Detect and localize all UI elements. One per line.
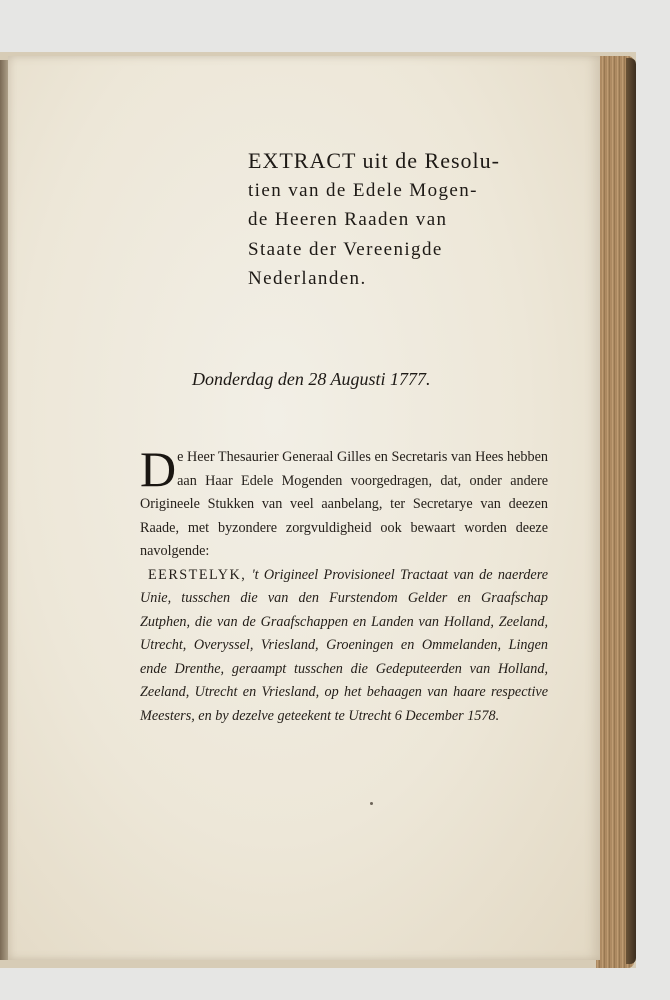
title-line-3: de Heeren Raaden van xyxy=(248,209,448,230)
item-1 xyxy=(140,564,548,729)
document-title xyxy=(248,146,568,294)
item-lead: EERSTELYK, xyxy=(148,566,247,583)
title-line-5: Nederlanden. xyxy=(248,268,367,289)
title-line-4: Staate der Vereenigde xyxy=(248,238,443,260)
dateline: Donderdag den 28 Augusti 1777. xyxy=(192,369,431,389)
body-text xyxy=(140,441,548,728)
book-cover-edge xyxy=(626,58,636,964)
title-line-2: tien van de Edele Mogen- xyxy=(248,179,478,201)
ink-mark xyxy=(370,802,373,805)
drop-cap: D xyxy=(140,441,177,497)
paragraph-1 xyxy=(140,441,548,564)
paragraph-1-text: e Heer Thesaurier Generaal Gilles en Secretaris van Hees hebben aan Haar Edele Mogenden voorgedragen, dat, onder andere Origineele Stukken van veel aanbelang, ter Secretarye van deezen Raade, met byzondere zorgvuldigheid ook bewaart worden deeze navolgende: xyxy=(140,449,548,559)
item-text: 't Origineel Provisioneel Tractaat van de naerdere Unie, tusschen die van den Furstendom Gelder en Graafschap Zutphen, die van de Graafschappen en Landen van Holland, Zeeland, Utrecht, Overyssel, Vriesland, Groeningen en Ommelanden, Lingen ende Drenthe, geraampt tusschen die Gedeputeerden van Holland, Zeeland, Utrecht en Vriesland, op het behaagen van haare respective Meesters, en by dezelve geteekent te Utrecht 6 December 1578. xyxy=(140,566,548,724)
title-line-1: EXTRACT uit de Resolu- xyxy=(248,148,500,173)
